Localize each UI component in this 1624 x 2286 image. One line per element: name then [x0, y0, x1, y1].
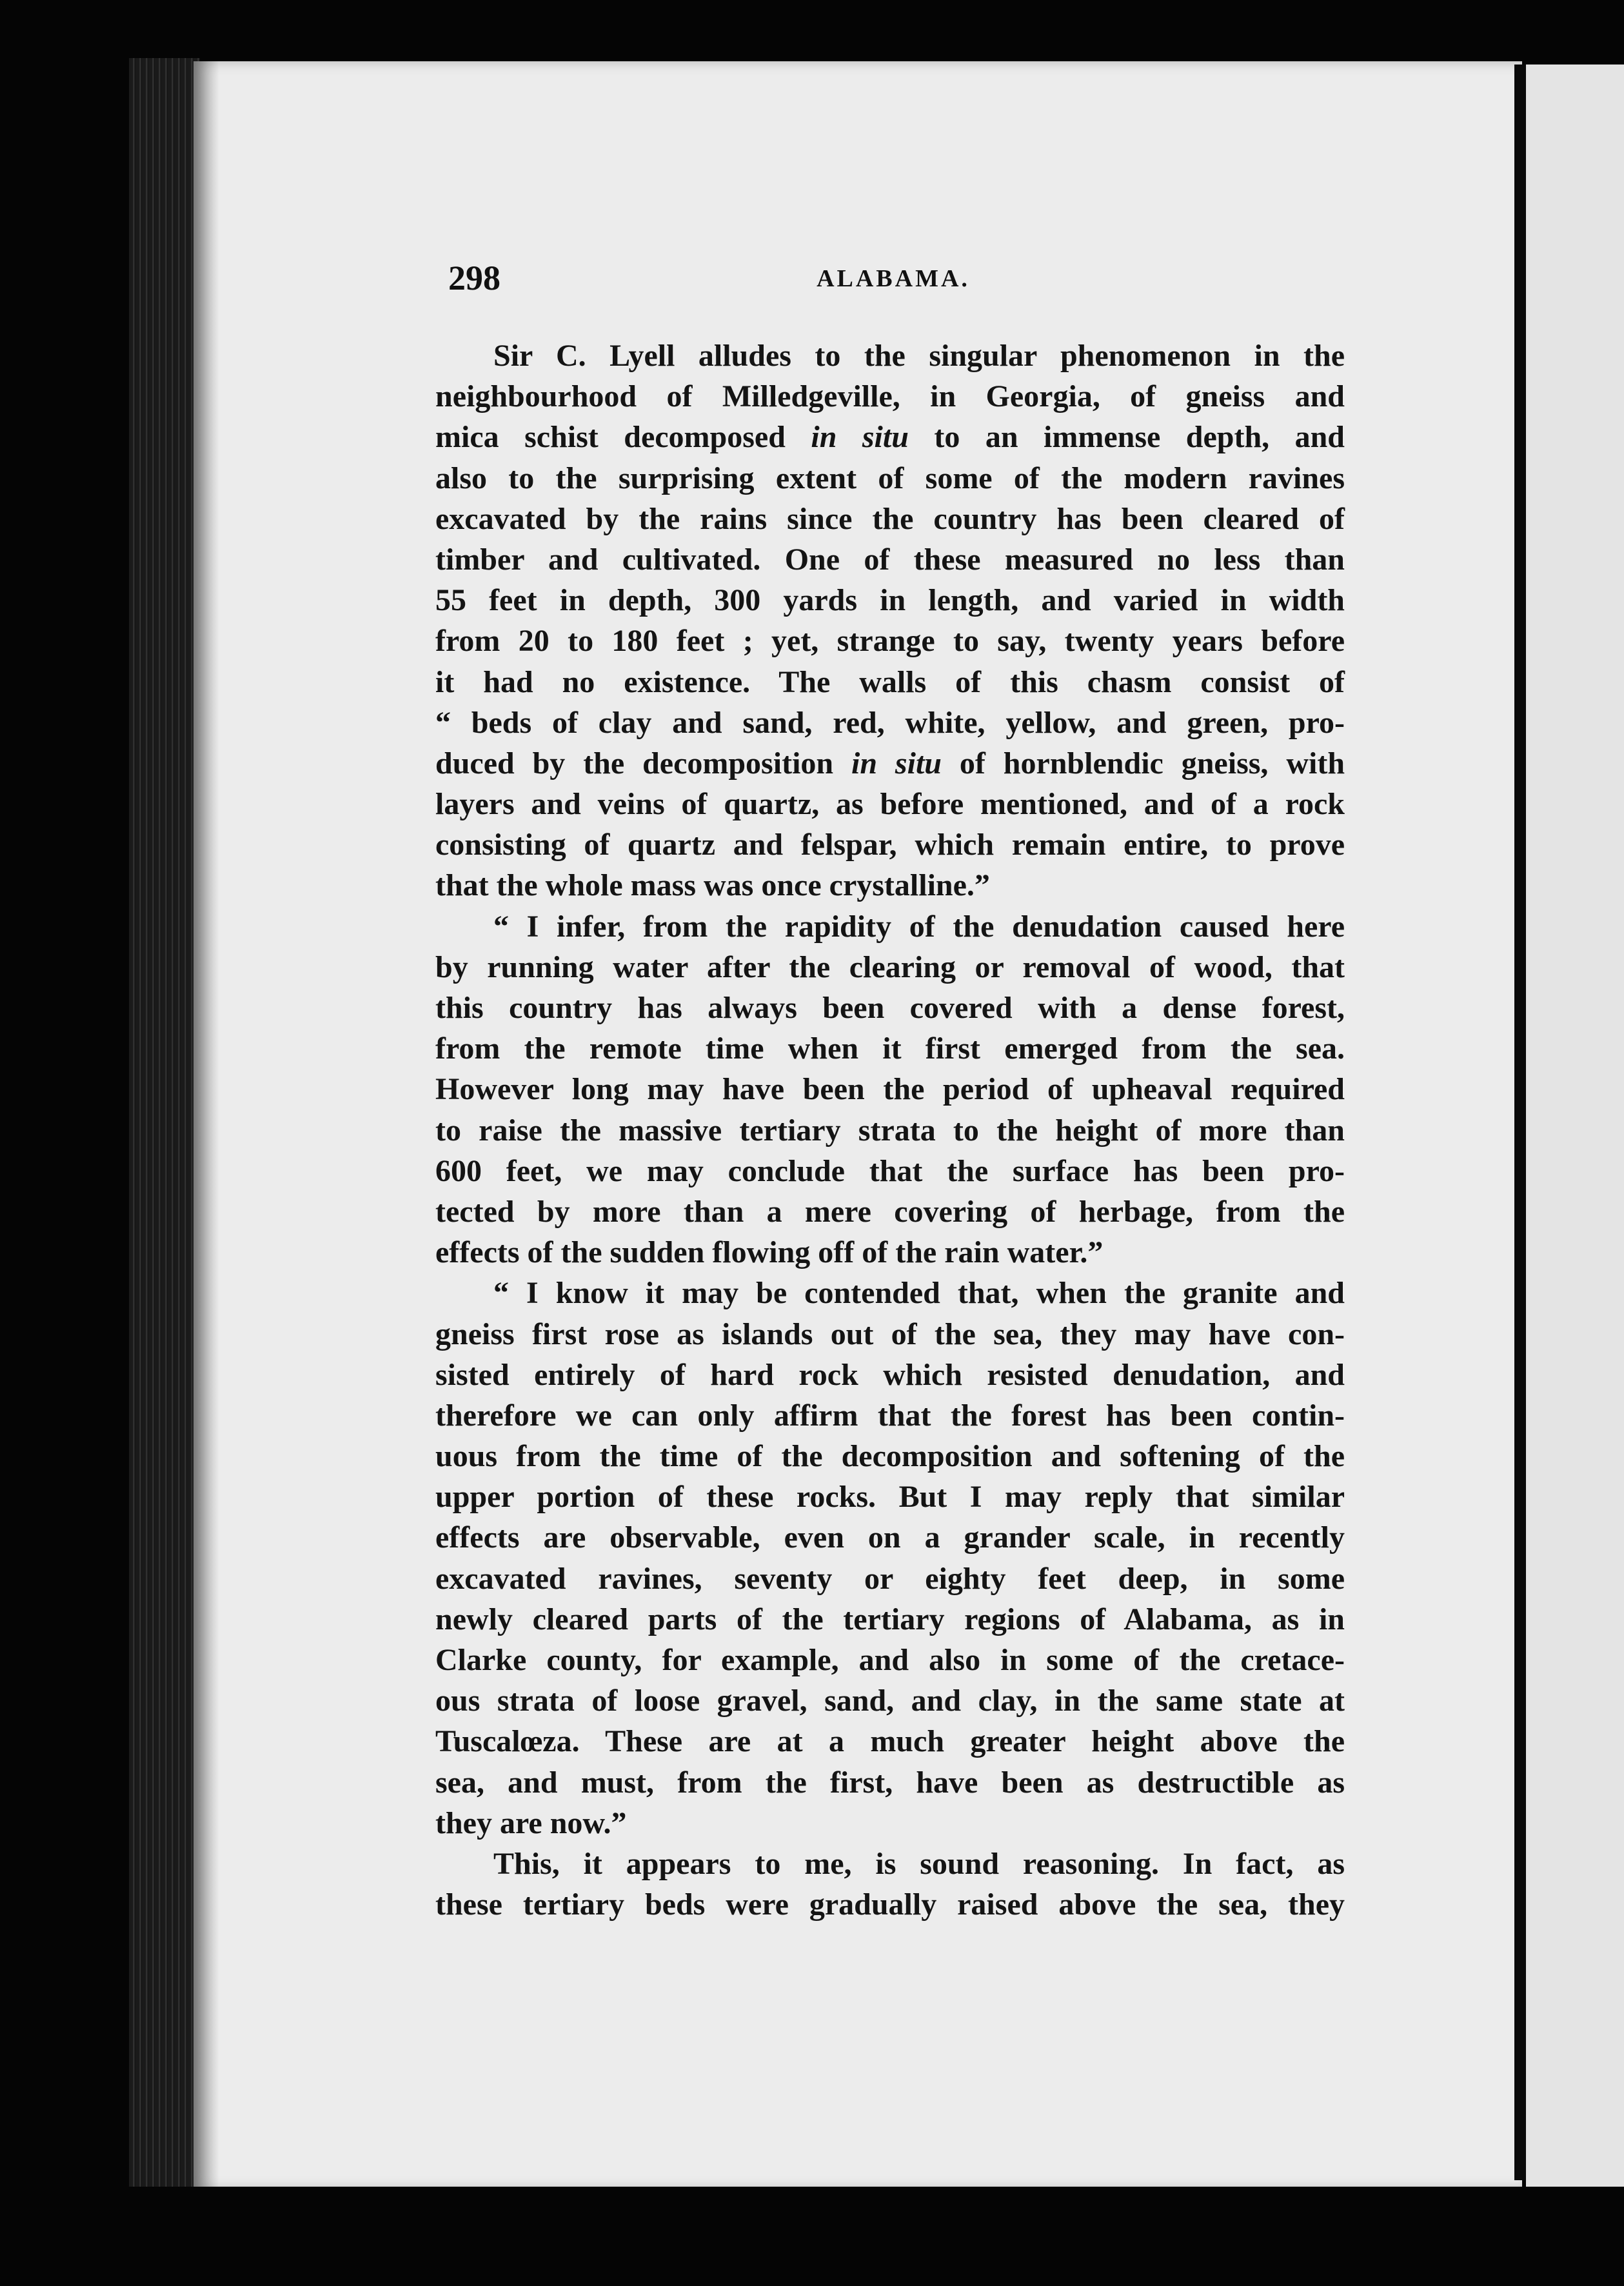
text-line: these tertiary beds were gradually raised above the sea, they — [435, 1887, 1345, 1922]
page-header — [448, 258, 1338, 310]
italic-term: in situ — [811, 420, 909, 455]
text-line: that the whole mass was once crystalline.” — [435, 868, 990, 903]
text-line: newly cleared parts of the tertiary regions of Alabama, as in — [435, 1602, 1345, 1636]
text-line: to raise the massive tertiary strata to the height of more than — [435, 1113, 1345, 1148]
facing-page-edge — [1526, 65, 1624, 2187]
text-line: consisting of quartz and felspar, which remain entire, to prove — [435, 828, 1345, 862]
text-line: excavated by the rains since the country has been cleared of — [435, 501, 1345, 536]
page-edge-stack — [129, 58, 200, 2187]
page-number: 298 — [448, 259, 500, 297]
text-line: sea, and must, from the first, have been as destructible as — [435, 1765, 1345, 1800]
text-line: However long may have been the period of upheaval required — [435, 1072, 1345, 1107]
running-title: ALABAMA. — [817, 265, 970, 292]
text-line: neighbourhood of Milledgeville, in Georgia, of gneiss and — [435, 379, 1345, 414]
text-line: effects of the sudden flowing off of the rain water.” — [435, 1235, 1104, 1270]
text-line: this country has always been covered with a dense forest, — [435, 991, 1345, 1025]
text-line: “ beds of clay and sand, red, white, yellow, and green, pro- — [435, 705, 1345, 740]
text-line: it had no existence. The walls of this chasm consist of — [435, 664, 1345, 699]
text-line: tected by more than a mere covering of herbage, from the — [435, 1194, 1345, 1229]
text-line: sisted entirely of hard rock which resisted denudation, and — [435, 1357, 1345, 1392]
scan-border — [0, 2187, 1624, 2286]
body-text — [435, 335, 1345, 1925]
text-line: by running water after the clearing or removal of wood, that — [435, 949, 1345, 984]
text-line: 55 feet in depth, 300 yards in length, and varied in width — [435, 583, 1345, 618]
text-line: Clarke county, for example, and also in some of the cretace- — [435, 1643, 1345, 1677]
text-line: Sir C. Lyell alludes to the singular phenomenon in the — [493, 339, 1345, 373]
text-line: also to the surprising extent of some of the modern ravines — [435, 461, 1345, 495]
text-line: duced by the decomposition in situ of hornblendic gneiss, with — [435, 746, 1345, 780]
page-divider — [1514, 65, 1526, 2180]
text-line: This, it appears to me, is sound reasoning. In fact, as — [493, 1846, 1345, 1881]
text-line: “ I know it may be contended that, when the granite and — [493, 1276, 1345, 1311]
text-line: layers and veins of quartz, as before mentioned, and of a rock — [435, 787, 1345, 822]
italic-term: in situ — [851, 746, 942, 780]
text-line: from the remote time when it first emerged from the sea. — [435, 1031, 1345, 1066]
gutter-shadow — [193, 61, 219, 2190]
text-line: excavated ravines, seventy or eighty feet deep, in some — [435, 1561, 1345, 1596]
text-line: gneiss first rose as islands out of the sea, they may have con- — [435, 1317, 1345, 1351]
text-line: effects are observable, even on a grander scale, in recently — [435, 1520, 1345, 1555]
text-line: uous from the time of the decomposition and softening of the — [435, 1439, 1345, 1474]
text-line: from 20 to 180 feet ; yet, strange to say, twenty years before — [435, 624, 1345, 659]
text-line: therefore we can only affirm that the forest has been contin- — [435, 1398, 1345, 1433]
text-line: ous strata of loose gravel, sand, and clay, in the same state at — [435, 1684, 1345, 1718]
text-line: 600 feet, we may conclude that the surface has been pro- — [435, 1153, 1345, 1188]
text-line: mica schist decomposed in situ to an immense depth, and — [435, 420, 1345, 455]
text-line: upper portion of these rocks. But I may reply that similar — [435, 1480, 1345, 1515]
text-line: they are now.” — [435, 1805, 627, 1840]
text-line: timber and cultivated. One of these measured no less than — [435, 542, 1345, 577]
text-line: “ I infer, from the rapidity of the denudation caused here — [493, 909, 1345, 944]
text-line: Tuscalœza. These are at a much greater height above the — [435, 1724, 1345, 1759]
